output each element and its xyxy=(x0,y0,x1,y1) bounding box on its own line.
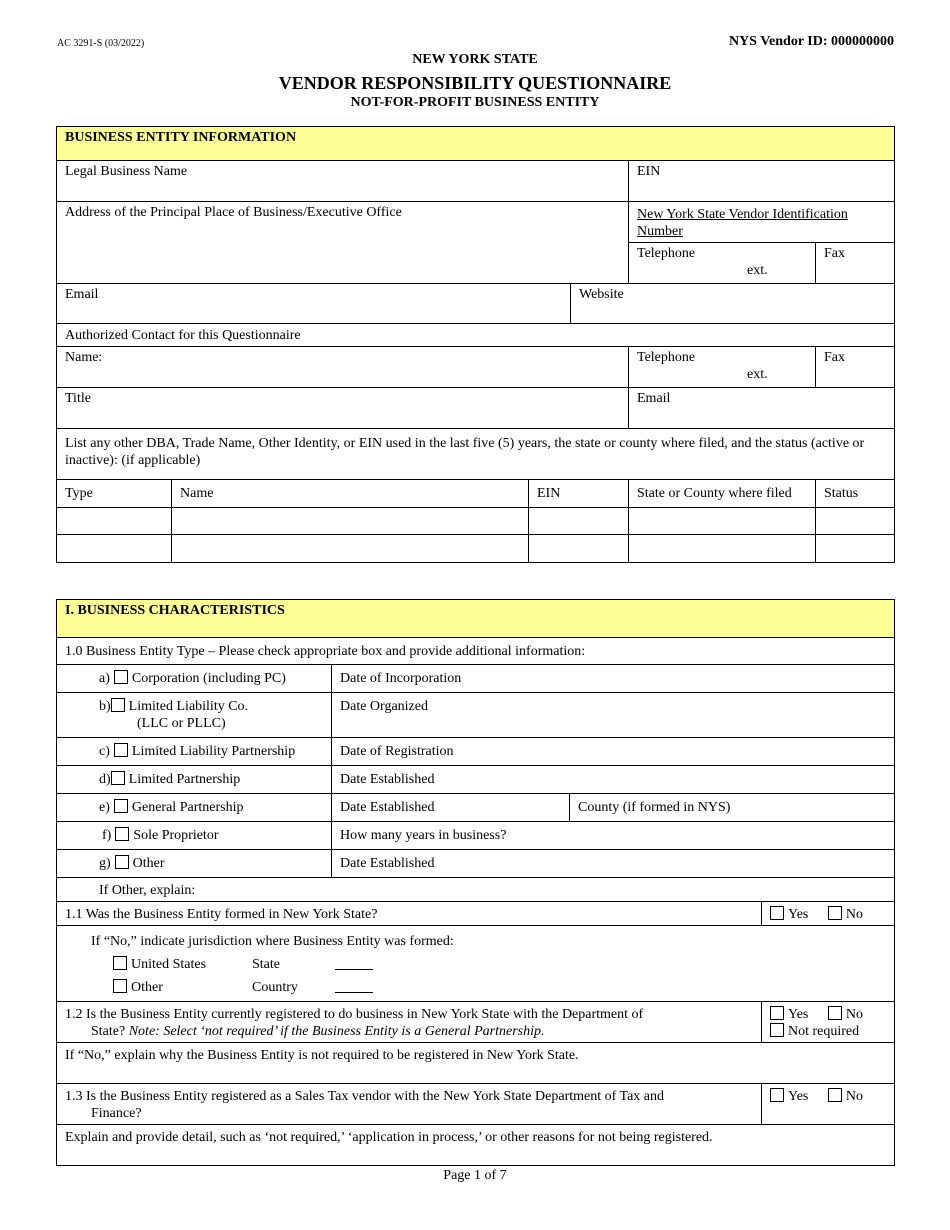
type-llp xyxy=(57,738,332,766)
website-field[interactable] xyxy=(571,284,895,324)
fax-label: Fax xyxy=(824,246,845,261)
date-established-other-field[interactable] xyxy=(332,850,895,878)
vendor-id: NYS Vendor ID: 000000000 xyxy=(728,34,894,49)
type-lp xyxy=(57,766,332,794)
q1-2-yes-checkbox[interactable] xyxy=(770,1006,784,1020)
type-detail: Date Organized xyxy=(340,699,428,714)
united-states-label: United States xyxy=(131,957,207,972)
jurisdiction-block xyxy=(57,926,895,1002)
dba-cell[interactable] xyxy=(529,508,629,535)
united-states-checkbox[interactable] xyxy=(113,956,127,970)
yes-label: Yes xyxy=(788,1007,809,1022)
dba-cell[interactable] xyxy=(629,535,816,563)
type-letter: b) xyxy=(99,699,111,714)
type-letter: d) xyxy=(99,772,111,787)
q1-2-not-required-checkbox[interactable] xyxy=(770,1023,784,1037)
type-detail: Date Established xyxy=(340,772,435,787)
type-gp xyxy=(57,794,332,822)
other-label: Other xyxy=(131,980,163,995)
contact-name-label: Name: xyxy=(65,350,103,365)
no-label: No xyxy=(845,907,863,922)
characteristics-table xyxy=(56,599,895,1166)
jurisdiction-label: If “No,” indicate jurisdiction where Business Entity was formed: xyxy=(91,934,454,949)
page-subtitle: NOT-FOR-PROFIT BUSINESS ENTITY xyxy=(350,95,600,110)
dba-cell[interactable] xyxy=(57,508,172,535)
dba-col-status: Status xyxy=(816,480,895,508)
q1-1-yes-checkbox[interactable] xyxy=(770,906,784,920)
q1-2-no-checkbox[interactable] xyxy=(828,1006,842,1020)
lp-checkbox[interactable] xyxy=(111,771,125,785)
if-other-field[interactable] xyxy=(57,878,895,902)
date-registration-field[interactable] xyxy=(332,738,895,766)
state-heading: NEW YORK STATE xyxy=(412,52,538,67)
email-label: Email xyxy=(65,287,99,302)
contact-name-field[interactable] xyxy=(57,347,629,388)
q1-3-answers xyxy=(762,1084,895,1125)
type-sole-proprietor xyxy=(57,822,332,850)
q1-2-line2: State? xyxy=(91,1024,126,1039)
dba-cell[interactable] xyxy=(529,535,629,563)
q1-1-answers xyxy=(762,902,895,926)
date-organized-field[interactable] xyxy=(332,693,895,738)
gp-checkbox[interactable] xyxy=(114,799,128,813)
q1-3-line1: 1.3 Is the Business Entity registered as a Sales Tax vendor with the New York State Department of Tax and xyxy=(65,1089,665,1104)
country-label: Country xyxy=(252,980,298,995)
no-label: No xyxy=(845,1089,863,1104)
type-detail: Date of Incorporation xyxy=(340,671,462,686)
contact-title-label: Title xyxy=(65,391,91,406)
other-country-checkbox[interactable] xyxy=(113,979,127,993)
fax-field[interactable] xyxy=(816,243,895,284)
type-label: Limited Liability Co. xyxy=(128,699,249,714)
type-detail: Date Established xyxy=(340,800,435,815)
years-in-business-field[interactable] xyxy=(332,822,895,850)
q1-2-note: Note: Select ‘not required’ if the Business Entity is a General Partnership. xyxy=(128,1024,545,1039)
corporation-checkbox[interactable] xyxy=(114,670,128,684)
website-label: Website xyxy=(579,287,624,302)
type-llc xyxy=(57,693,332,738)
dba-instruction: List any other DBA, Trade Name, Other Identity, or EIN used in the last five (5) years, the state or county where filed, and the status (active or inactive): (if applicable) xyxy=(57,429,895,480)
type-label: Limited Partnership xyxy=(128,772,241,787)
ext-label: ext. xyxy=(747,263,768,278)
q1-3-explain-label: Explain and provide detail, such as ‘not required,’ ‘application in process,’ or other reasons for not being registered. xyxy=(65,1130,713,1145)
llc-checkbox[interactable] xyxy=(111,698,125,712)
contact-ext-label: ext. xyxy=(747,367,768,382)
dba-cell[interactable] xyxy=(172,535,529,563)
dba-cell[interactable] xyxy=(816,508,895,535)
type-label: Limited Liability Partnership xyxy=(131,744,296,759)
country-input[interactable] xyxy=(335,980,373,993)
dba-cell[interactable] xyxy=(172,508,529,535)
dba-cell[interactable] xyxy=(816,535,895,563)
if-other-label: If Other, explain: xyxy=(99,883,196,898)
table-row xyxy=(57,508,895,535)
dba-col-name: Name xyxy=(172,480,529,508)
q1-3-yes-checkbox[interactable] xyxy=(770,1088,784,1102)
type-label-2: (LLC or PLLC) xyxy=(137,716,226,731)
type-letter: c) xyxy=(99,744,110,759)
type-label: Other xyxy=(132,856,165,871)
telephone-field[interactable] xyxy=(629,243,816,284)
type-corporation xyxy=(57,665,332,693)
legal-name-field[interactable] xyxy=(57,161,629,202)
yes-label: Yes xyxy=(788,1089,809,1104)
type-letter: a) xyxy=(99,671,110,686)
q1-1-text: 1.1 Was the Business Entity formed in New York State? xyxy=(57,902,762,926)
vendor-id-number-field[interactable] xyxy=(629,202,895,243)
q1-1-no-checkbox[interactable] xyxy=(828,906,842,920)
q1-2-line1: 1.2 Is the Business Entity currently registered to do business in New York State with the Department of xyxy=(65,1007,644,1022)
ein-label: EIN xyxy=(637,164,661,179)
q1-0-text: 1.0 Business Entity Type – Please check appropriate box and provide additional information: xyxy=(57,638,895,665)
contact-telephone-field[interactable] xyxy=(629,347,816,388)
state-label: State xyxy=(252,957,280,972)
dba-col-ein: EIN xyxy=(529,480,629,508)
type-label: Corporation (including PC) xyxy=(131,671,286,686)
q1-2-explain-label: If “No,” explain why the Business Entity is not required to be registered in New York State. xyxy=(65,1048,579,1063)
type-detail: How many years in business? xyxy=(340,828,507,843)
dba-cell[interactable] xyxy=(629,508,816,535)
type-label: General Partnership xyxy=(131,800,244,815)
date-established-lp-field[interactable] xyxy=(332,766,895,794)
llp-checkbox[interactable] xyxy=(114,743,128,757)
q1-2-text xyxy=(57,1002,762,1043)
type-other xyxy=(57,850,332,878)
county-field[interactable] xyxy=(570,794,895,822)
contact-email-field[interactable] xyxy=(629,388,895,429)
q1-2-explain-field[interactable] xyxy=(57,1043,895,1084)
q1-3-explain-field[interactable] xyxy=(57,1125,895,1166)
contact-telephone-label: Telephone xyxy=(637,350,696,365)
ein-field[interactable] xyxy=(629,161,895,202)
other-checkbox[interactable] xyxy=(115,855,129,869)
dba-col-type: Type xyxy=(57,480,172,508)
type-detail: Date Established xyxy=(340,856,435,871)
vendor-id-number-label: New York State Vendor Identification Number xyxy=(637,207,848,239)
county-label: County (if formed in NYS) xyxy=(578,800,731,815)
contact-title-field[interactable] xyxy=(57,388,629,429)
telephone-label: Telephone xyxy=(637,246,696,261)
type-letter: e) xyxy=(99,800,110,815)
state-input[interactable] xyxy=(335,957,373,970)
characteristics-header: I. BUSINESS CHARACTERISTICS xyxy=(57,600,895,638)
authorized-contact-label: Authorized Contact for this Questionnaire xyxy=(57,324,895,347)
type-letter: g) xyxy=(99,856,111,871)
contact-fax-label: Fax xyxy=(824,350,845,365)
entity-info-header: BUSINESS ENTITY INFORMATION xyxy=(57,127,895,161)
date-established-gp-field[interactable] xyxy=(332,794,570,822)
dba-cell[interactable] xyxy=(57,535,172,563)
q1-2-answers xyxy=(762,1002,895,1043)
legal-name-label: Legal Business Name xyxy=(65,164,188,179)
yes-label: Yes xyxy=(788,907,809,922)
not-required-label: Not required xyxy=(788,1024,860,1039)
dba-col-state: State or County where filed xyxy=(629,480,816,508)
table-row xyxy=(57,535,895,563)
type-label: Sole Proprietor xyxy=(133,828,219,843)
contact-email-label: Email xyxy=(637,391,671,406)
address-label: Address of the Principal Place of Business/Executive Office xyxy=(65,205,402,220)
contact-fax-field[interactable] xyxy=(816,347,895,388)
q1-3-line2: Finance? xyxy=(91,1106,142,1121)
form-code: AC 3291-S (03/2022) xyxy=(57,38,145,49)
type-letter: f) xyxy=(102,828,112,843)
entity-info-table xyxy=(56,126,895,563)
sole-proprietor-checkbox[interactable] xyxy=(115,827,129,841)
date-incorporation-field[interactable] xyxy=(332,665,895,693)
q1-3-no-checkbox[interactable] xyxy=(828,1088,842,1102)
page-title: VENDOR RESPONSIBILITY QUESTIONNAIRE xyxy=(278,73,672,93)
page-number: Page 1 of 7 xyxy=(443,1168,507,1183)
type-detail: Date of Registration xyxy=(340,744,454,759)
email-field[interactable] xyxy=(57,284,571,324)
q1-3-text xyxy=(57,1084,762,1125)
no-label: No xyxy=(845,1007,863,1022)
address-field[interactable] xyxy=(57,202,629,284)
